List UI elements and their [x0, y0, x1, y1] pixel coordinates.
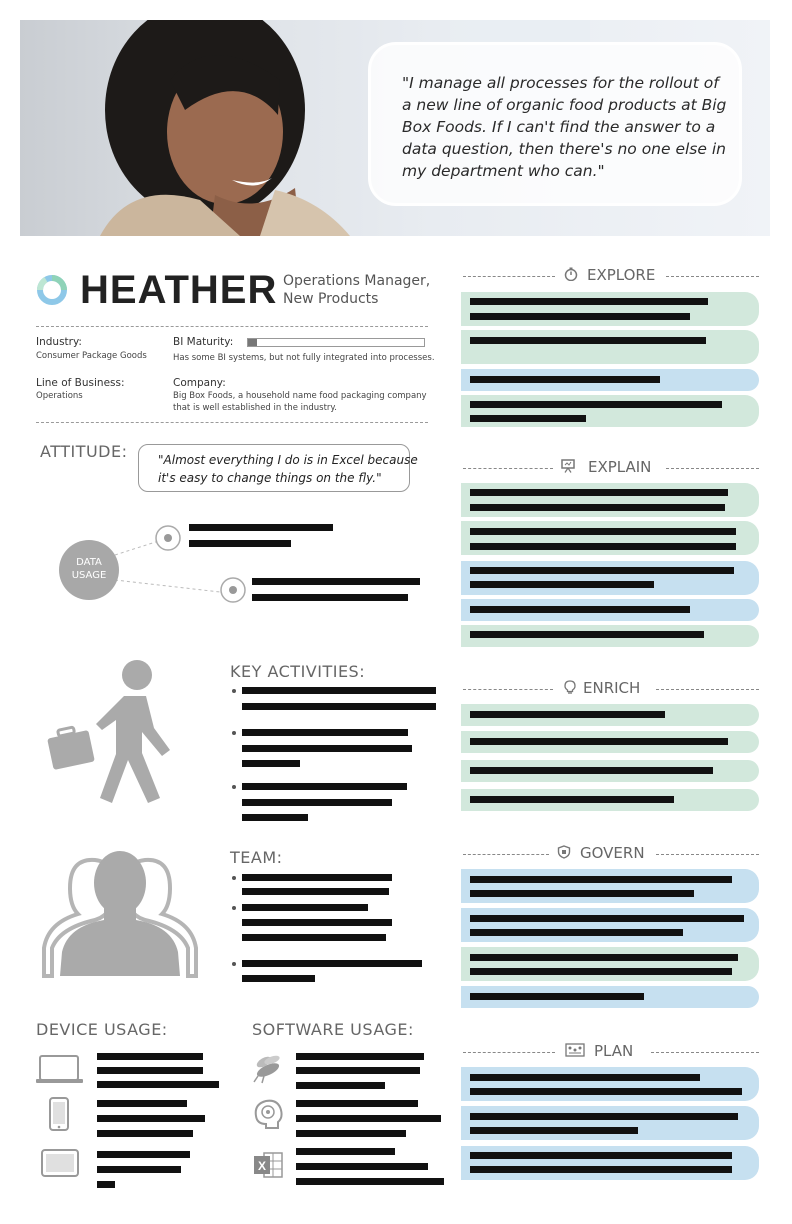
lob-label: Line of Business:	[36, 377, 125, 389]
role-line-2: New Products	[283, 291, 379, 307]
company-value-2: that is well established in the industry.	[173, 403, 337, 413]
bi-maturity-value: Has some BI systems, but not fully integrated into processes.	[173, 353, 435, 363]
walking-person-icon	[46, 658, 176, 808]
redacted-text	[97, 1115, 205, 1122]
redacted-text	[189, 540, 291, 547]
govern-card	[461, 947, 759, 981]
team-heading: TEAM:	[230, 848, 283, 867]
plan-label: PLAN	[594, 1042, 634, 1060]
bullet	[232, 731, 236, 735]
tablet-icon	[40, 1148, 80, 1178]
redacted-text	[242, 745, 412, 752]
redacted-text	[296, 1178, 444, 1185]
bullet	[232, 785, 236, 789]
redacted-text	[242, 919, 392, 926]
redacted-text	[470, 606, 690, 613]
bi-maturity-fill	[248, 339, 257, 346]
hero-quote: "I manage all processes for the rollout of a new line of organic food products at Big Box Foods. If I can't find the answer to a data question, then there's no one else in my department who can."	[402, 74, 727, 180]
govern-label: GOVERN	[580, 844, 645, 862]
redacted-text	[470, 376, 660, 383]
attitude-quote-line-2: it's easy to change things on the fly."	[158, 471, 382, 485]
redacted-text	[470, 711, 665, 718]
redacted-text	[470, 890, 694, 897]
explore-card	[461, 395, 759, 427]
redacted-text	[242, 703, 436, 710]
redacted-text	[296, 1130, 406, 1137]
software-usage-heading: SOFTWARE USAGE:	[252, 1020, 414, 1039]
redacted-text	[470, 1127, 638, 1134]
bullet	[232, 962, 236, 966]
redacted-text	[470, 954, 738, 961]
bi-maturity-label: BI Maturity:	[173, 336, 234, 348]
shield-icon	[557, 845, 571, 859]
redacted-text	[296, 1100, 418, 1107]
bullet	[232, 689, 236, 693]
laptop-icon	[36, 1054, 84, 1084]
presentation-icon	[561, 459, 575, 473]
redacted-text	[296, 1115, 441, 1122]
redacted-text	[470, 543, 736, 550]
redacted-text	[470, 915, 744, 922]
redacted-text	[470, 993, 644, 1000]
attitude-quote	[158, 451, 418, 487]
stopwatch-icon	[564, 267, 578, 281]
persona-logo	[36, 274, 68, 306]
redacted-text	[470, 567, 734, 574]
govern-card	[461, 869, 759, 903]
plan-board-icon	[565, 1043, 585, 1057]
redacted-text	[470, 796, 674, 803]
redacted-text	[242, 874, 392, 881]
redacted-text	[97, 1100, 187, 1107]
bullet	[232, 876, 236, 880]
redacted-text	[242, 934, 386, 941]
bullet	[232, 906, 236, 910]
redacted-text	[470, 631, 704, 638]
role-line-1: Operations Manager,	[283, 273, 431, 289]
bi-maturity-bar	[247, 338, 425, 347]
redacted-text	[97, 1166, 181, 1173]
divider	[36, 422, 428, 423]
redacted-text	[470, 968, 732, 975]
redacted-text	[189, 524, 333, 531]
redacted-text	[296, 1053, 424, 1060]
redacted-text	[470, 528, 736, 535]
redacted-text	[470, 929, 683, 936]
wasp-icon	[252, 1052, 284, 1084]
redacted-text	[242, 904, 368, 911]
redacted-text	[242, 783, 407, 790]
key-activities-heading: KEY ACTIVITIES:	[230, 662, 366, 681]
company-label: Company:	[173, 377, 226, 389]
redacted-text	[97, 1053, 203, 1060]
svg-text:X: X	[257, 1159, 267, 1173]
redacted-text	[470, 876, 732, 883]
redacted-text	[296, 1082, 385, 1089]
redacted-text	[470, 767, 713, 774]
redacted-text	[470, 1113, 738, 1120]
plan-card	[461, 1067, 759, 1101]
redacted-text	[470, 504, 725, 511]
enrich-label: ENRICH	[583, 679, 641, 697]
redacted-text	[242, 760, 300, 767]
redacted-text	[242, 799, 392, 806]
redacted-text	[242, 888, 389, 895]
device-usage-heading: DEVICE USAGE:	[36, 1020, 168, 1039]
redacted-text	[242, 687, 436, 694]
redacted-text	[470, 489, 728, 496]
data-usage-label	[59, 556, 119, 582]
redacted-text	[242, 729, 408, 736]
redacted-text	[470, 581, 654, 588]
team-icon	[40, 848, 200, 978]
excel-icon	[252, 1150, 284, 1180]
redacted-text	[470, 337, 706, 344]
redacted-text	[470, 1166, 732, 1173]
redacted-text	[296, 1163, 428, 1170]
redacted-text	[97, 1130, 193, 1137]
redacted-text	[470, 298, 708, 305]
explain-label: EXPLAIN	[588, 458, 652, 476]
redacted-text	[97, 1081, 219, 1088]
redacted-text	[242, 814, 308, 821]
data-usage-line-2: USAGE	[71, 570, 107, 581]
data-usage-line-1: DATA	[76, 557, 102, 568]
redacted-text	[97, 1151, 190, 1158]
redacted-text	[252, 594, 408, 601]
redacted-text	[470, 415, 586, 422]
explore-label: EXPLORE	[587, 266, 656, 284]
lob-value: Operations	[36, 391, 83, 401]
redacted-text	[252, 578, 420, 585]
persona-name: HEATHER	[80, 268, 278, 312]
phone-icon	[48, 1096, 70, 1132]
redacted-text	[296, 1067, 420, 1074]
plan-card	[461, 1106, 759, 1140]
redacted-text	[470, 313, 690, 320]
redacted-text	[470, 401, 722, 408]
redacted-text	[242, 975, 315, 982]
brain-icon	[252, 1098, 284, 1130]
divider	[36, 326, 428, 327]
lightbulb-icon	[563, 680, 577, 694]
attitude-label: ATTITUDE:	[40, 442, 128, 461]
redacted-text	[470, 1088, 742, 1095]
company-value-1: Big Box Foods, a household name food packaging company	[173, 391, 427, 401]
redacted-text	[470, 1074, 700, 1081]
persona-role	[283, 272, 443, 308]
redacted-text	[242, 960, 422, 967]
redacted-text	[97, 1181, 115, 1188]
redacted-text	[296, 1148, 395, 1155]
attitude-quote-line-1: "Almost everything I do is in Excel because	[158, 453, 418, 467]
redacted-text	[97, 1067, 203, 1074]
industry-value: Consumer Package Goods	[36, 351, 147, 361]
redacted-text	[470, 1152, 732, 1159]
industry-label: Industry:	[36, 336, 82, 348]
redacted-text	[470, 738, 728, 745]
explore-card	[461, 330, 759, 364]
govern-card	[461, 908, 759, 942]
